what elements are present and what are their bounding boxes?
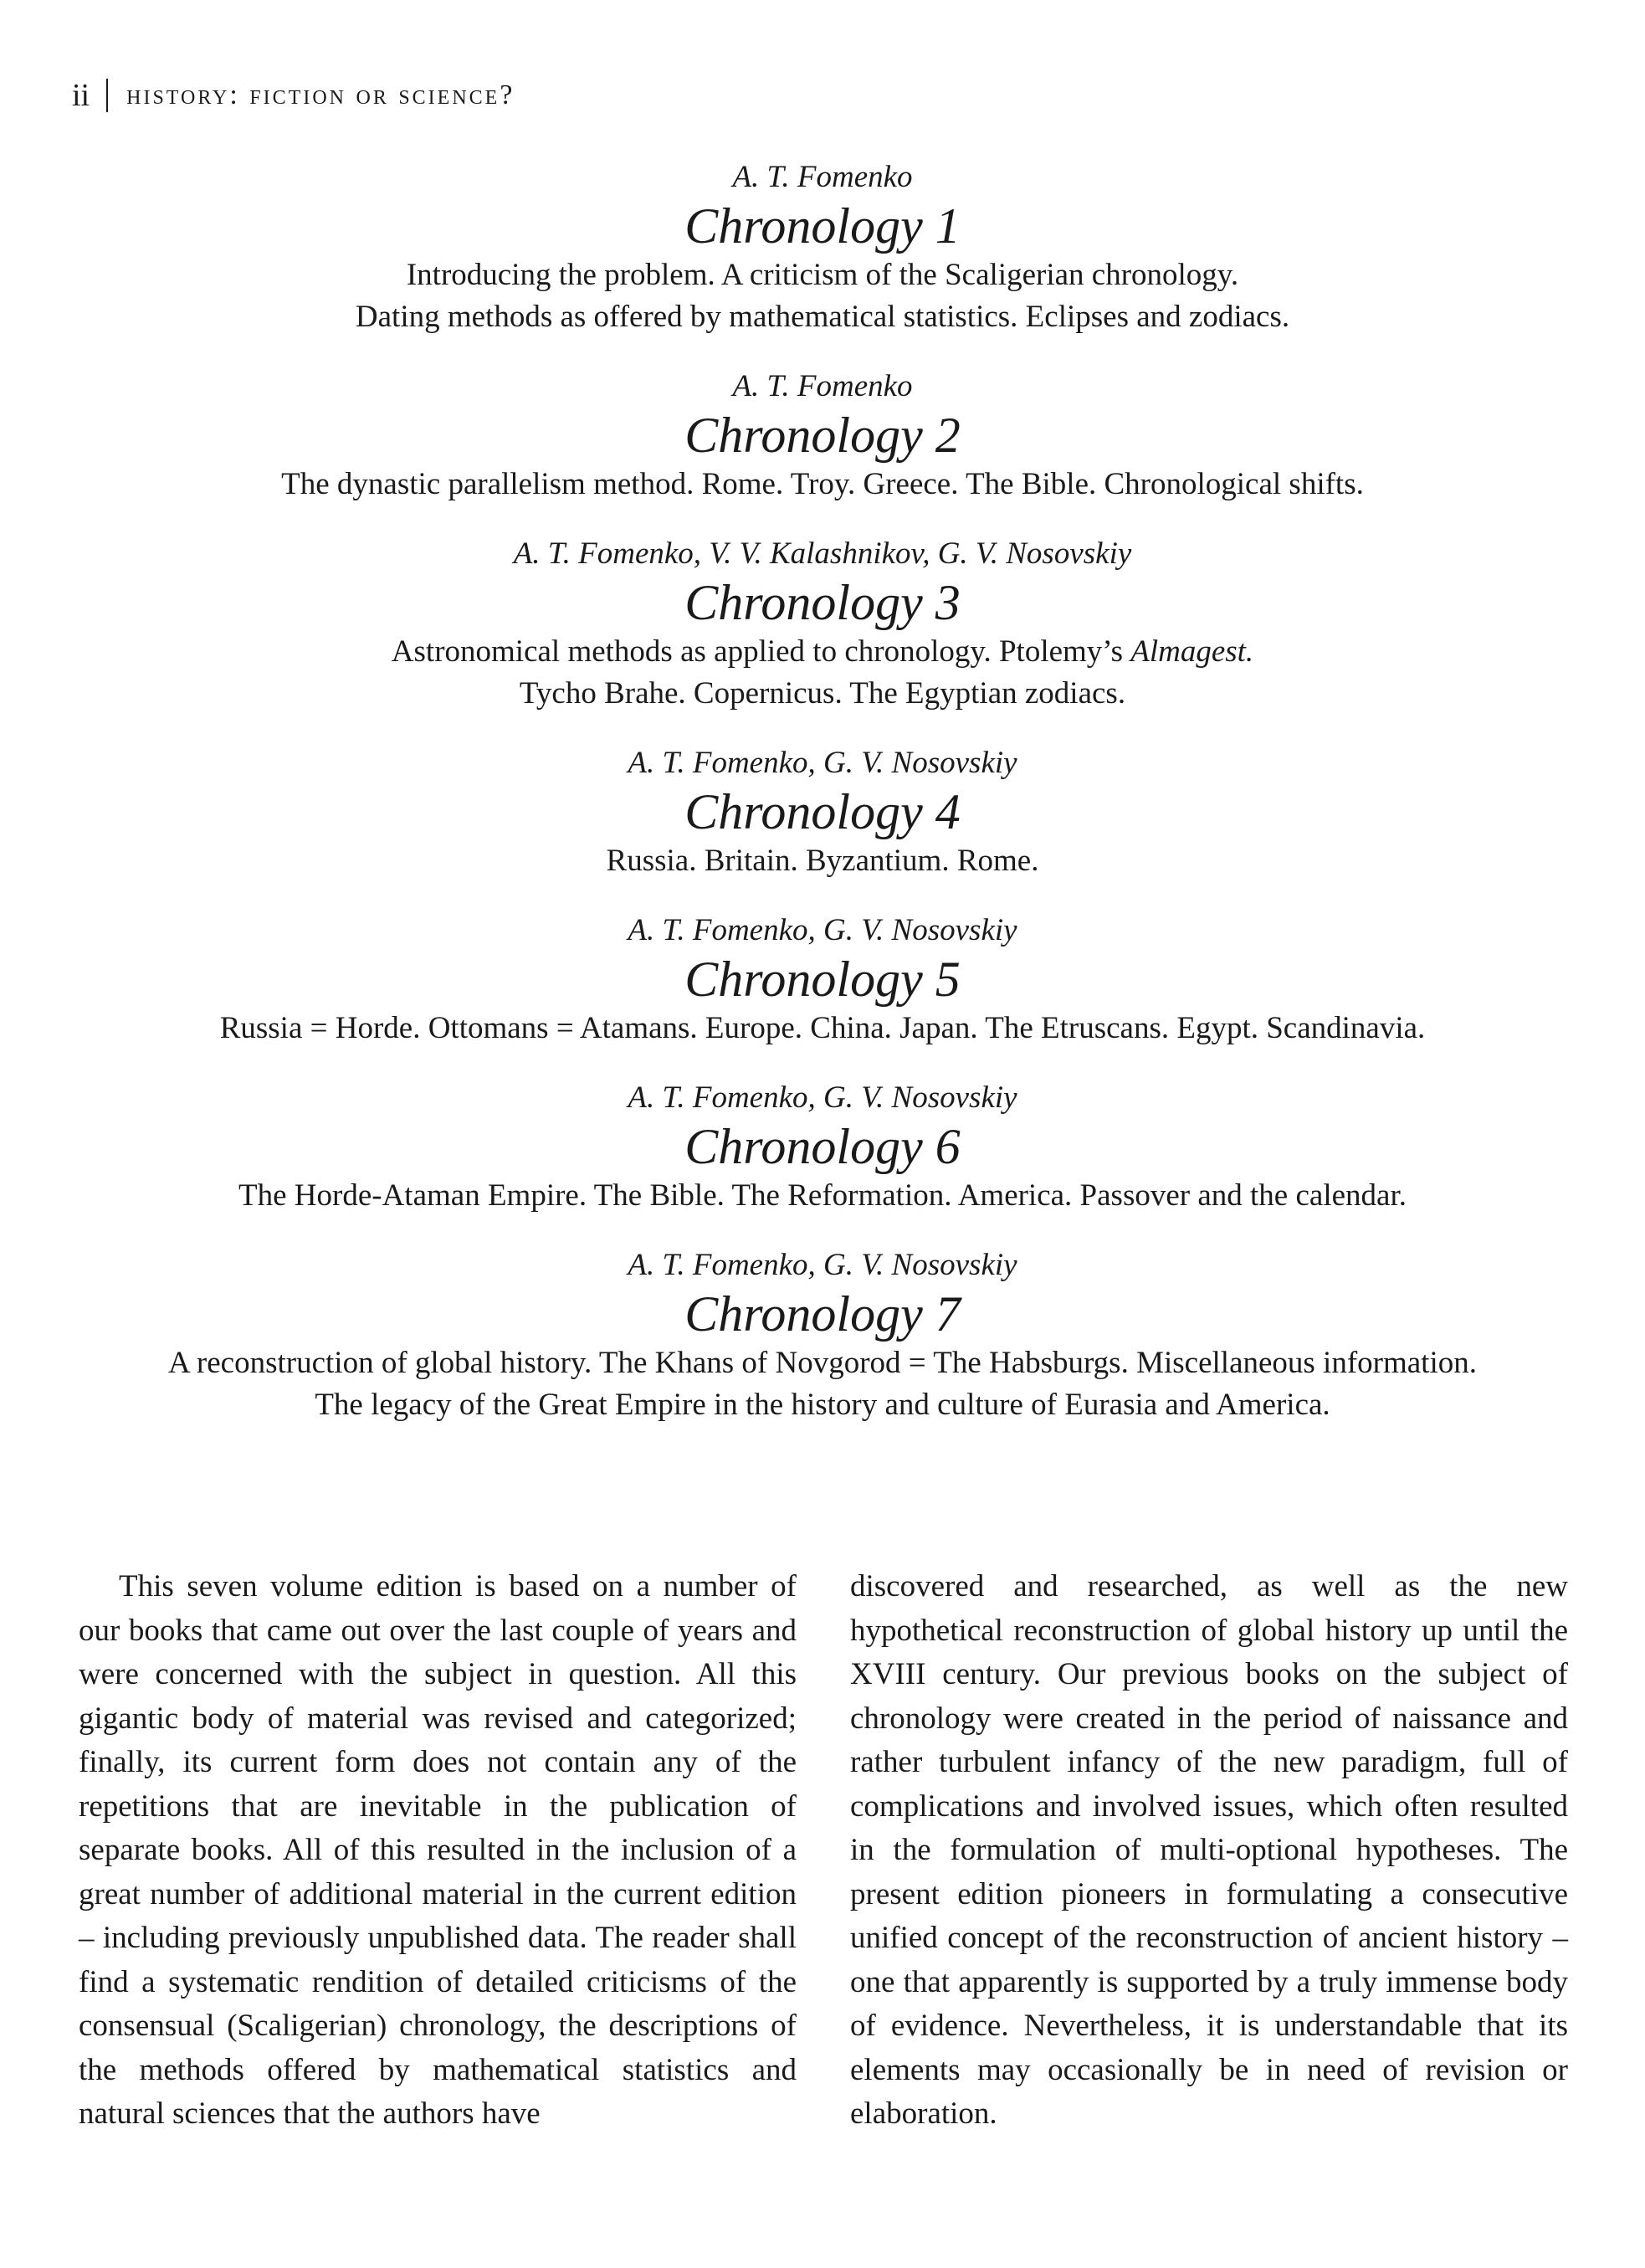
volume-description-italic: Almagest. xyxy=(1130,634,1254,669)
body-column-right xyxy=(850,1565,1568,2137)
volume-authors: A. T. Fomenko, G. V. Nosovskiy xyxy=(628,1248,1017,1282)
volume-authors: A. T. Fomenko xyxy=(732,160,913,194)
volume-description: Dating methods as offered by mathematical statistics. Eclipses and zodiacs. xyxy=(355,300,1290,334)
volume-description: Introducing the problem. A criticism of the Scaligerian chronology. xyxy=(406,258,1239,292)
volume-entry xyxy=(0,367,1645,505)
volume-title: Chronology 2 xyxy=(684,408,961,463)
volume-authors: A. T. Fomenko, G. V. Nosovskiy xyxy=(628,1080,1017,1115)
header-divider xyxy=(106,79,108,112)
volume-description: The dynastic parallelism method. Rome. Troy. Greece. The Bible. Chronological shifts. xyxy=(281,467,1364,501)
volume-description-text: Astronomical methods as applied to chronology. Ptolemy’s xyxy=(391,634,1131,669)
volume-title: Chronology 1 xyxy=(684,198,961,254)
body-column-left xyxy=(79,1565,797,2137)
volume-description: A reconstruction of global history. The Khans of Novgorod = The Habsburgs. Miscellaneous information. xyxy=(168,1346,1477,1380)
body-text xyxy=(79,1565,1568,2137)
volume-title: Chronology 6 xyxy=(684,1119,961,1174)
volume-description: Russia. Britain. Byzantium. Rome. xyxy=(606,844,1039,878)
volume-authors: A. T. Fomenko xyxy=(732,369,913,403)
volume-list xyxy=(0,157,1645,1455)
volume-entry xyxy=(0,157,1645,338)
running-head xyxy=(72,77,515,114)
volume-description: Tycho Brahe. Copernicus. The Egyptian zodiacs. xyxy=(519,676,1126,711)
volume-entry xyxy=(0,1245,1645,1426)
volume-entry xyxy=(0,534,1645,715)
body-paragraph: discovered and researched, as well as the new hypothetical reconstruction of global history up until the XVIII century. Our previous books on the subject of chronology were created in the period of naissance and rather turbulent infancy of the new paradigm, full of complications and involved issues, which often resulted in the formulation of multi-optional hypotheses. The present edition pioneers in formulating a consecutive unified concept of the reconstruction of ancient history – one that apparently is supported by a truly immense body of evidence. Nevertheless, it is understandable that its elements may occasionally be in need of revision or elaboration. xyxy=(850,1569,1568,2131)
volume-authors: A. T. Fomenko, G. V. Nosovskiy xyxy=(628,746,1017,780)
volume-entry xyxy=(0,1078,1645,1217)
volume-description xyxy=(0,631,1645,673)
body-paragraph: This seven volume edition is based on a number of our books that came out over the last couple of years and were concerned with the subject in question. All this gigantic body of material was revised and categorized; finally, its current form does not contain any of the repetitions that are inevitable in the publication of separate books. All of this resulted in the inclusion of a great number of additional material in the current edition – including previously unpublished data. The reader shall find a systematic rendition of detailed criticisms of the consensual (Scaligerian) chronology, the descriptions of the methods offered by mathematical statistics and natural sciences that the authors have xyxy=(79,1569,797,2131)
volume-description: Russia = Horde. Ottomans = Atamans. Europe. China. Japan. The Etruscans. Egypt. Scandinavia. xyxy=(219,1011,1426,1045)
volume-title: Chronology 4 xyxy=(684,784,961,839)
volume-authors: A. T. Fomenko, V. V. Kalashnikov, G. V. Nosovskiy xyxy=(513,536,1132,571)
volume-authors: A. T. Fomenko, G. V. Nosovskiy xyxy=(628,913,1017,947)
volume-entry xyxy=(0,911,1645,1049)
volume-title: Chronology 5 xyxy=(684,952,961,1007)
volume-title: Chronology 7 xyxy=(684,1286,961,1342)
volume-description: The legacy of the Great Empire in the history and culture of Eurasia and America. xyxy=(315,1388,1330,1422)
volume-title: Chronology 3 xyxy=(684,575,961,630)
volume-description: The Horde-Ataman Empire. The Bible. The Reformation. America. Passover and the calendar. xyxy=(238,1178,1407,1213)
page-number: ii xyxy=(72,78,90,113)
volume-entry xyxy=(0,743,1645,882)
book-title: history: fiction or science? xyxy=(126,80,515,110)
